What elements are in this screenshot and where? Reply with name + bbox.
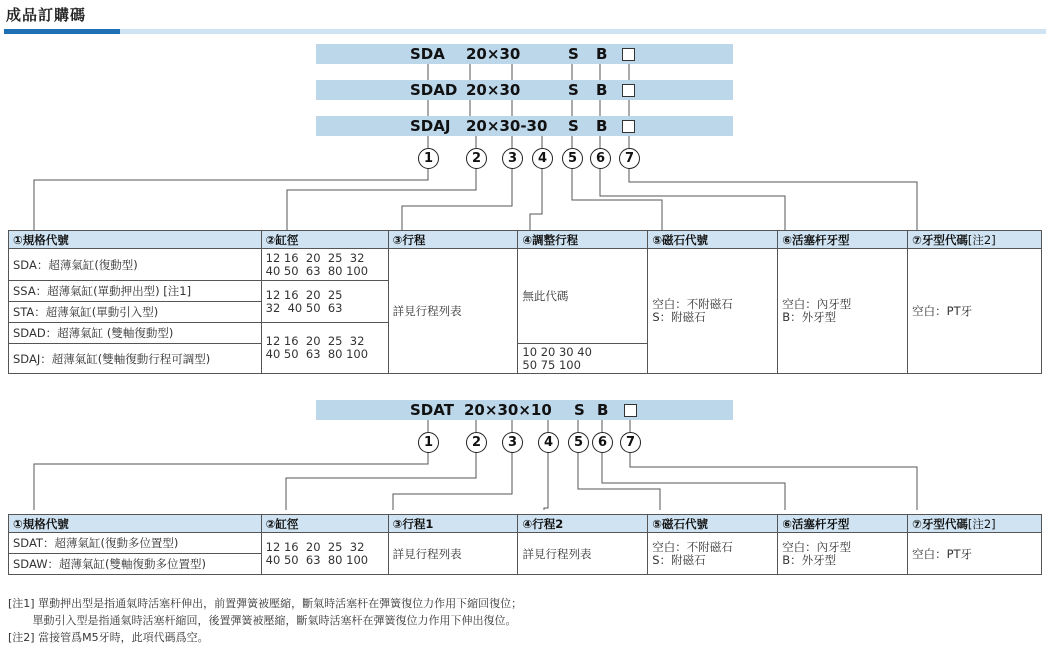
header-magnet: ⑤磁石代號 — [648, 515, 778, 533]
code-thread: B — [596, 81, 608, 99]
footnote-line: 單動引入型是指通氣時活塞杆縮回，後置彈簧被壓縮，斷氣時活塞杆在彈簧復位力作用下伸出復位。 — [8, 614, 517, 627]
marker-5: 5 — [562, 148, 583, 169]
code-thread: B — [597, 401, 609, 419]
code-bore-stroke: 20×30×10 — [464, 401, 552, 419]
marker-1: 1 — [418, 432, 439, 453]
code-magnet: S — [568, 45, 579, 63]
header-thread-code-label: ⑦牙型代碼 — [912, 516, 968, 531]
bore-cell: 12 16 20 25 32 40 50 63 — [261, 281, 388, 323]
marker-3: 3 — [502, 148, 523, 169]
code-empty-box — [624, 404, 637, 417]
header-bore: ②缸徑 — [261, 515, 388, 533]
bore-cell: 12 16 20 25 32 40 50 63 80 100 — [261, 323, 388, 374]
stroke1-cell: 詳見行程列表 — [388, 533, 518, 575]
spec-cell: SDA：超薄氣缸(復動型) — [9, 249, 262, 281]
stroke-cell: 詳見行程列表 — [388, 249, 518, 374]
header-note: [注2] — [967, 516, 996, 531]
code-magnet: S — [568, 117, 579, 135]
code-magnet: S — [574, 401, 585, 419]
code-bore-stroke: 20×30 — [466, 81, 521, 99]
header-thread-code-label: ⑦牙型代碼 — [912, 232, 968, 247]
code-model: SDA — [410, 45, 445, 63]
footnote-line: [注2] 當接管爲M5牙時，此項代碼爲空。 — [8, 631, 209, 644]
magnet-cell: 空白：不附磁石 S：附磁石 — [648, 249, 778, 374]
header-stroke2: ④行程2 — [518, 515, 648, 533]
spec-table-1 — [8, 230, 1042, 374]
stroke2-cell: 詳見行程列表 — [518, 533, 648, 575]
magnet-cell: 空白：不附磁石 S：附磁石 — [648, 533, 778, 575]
header-stroke: ③行程 — [388, 231, 518, 249]
header-spec-code: ①規格代號 — [9, 515, 262, 533]
footnote-line: [注1] 單動押出型是指通氣時活塞杆伸出，前置彈簧被壓縮，斷氣時活塞杆在彈簧復位力作用下縮回復位； — [8, 597, 523, 610]
marker-5: 5 — [568, 432, 589, 453]
marker-1: 1 — [418, 148, 439, 169]
rod-thread-cell: 空白：內牙型 B：外牙型 — [778, 249, 908, 374]
code-model: SDAD — [410, 81, 458, 99]
spec-cell: SDAD：超薄氣缸 (雙軸復動型) — [9, 323, 262, 344]
marker-7: 7 — [620, 432, 641, 453]
code-thread: B — [596, 117, 608, 135]
header-thread-code — [908, 515, 1042, 533]
thread-code-cell: 空白：PT牙 — [908, 533, 1042, 575]
header-thread-code — [908, 231, 1042, 249]
thread-code-cell: 空白：PT牙 — [908, 249, 1042, 374]
marker-6: 6 — [590, 148, 611, 169]
footnotes — [8, 595, 522, 646]
header-adjust-stroke: ④調整行程 — [518, 231, 648, 249]
marker-2: 2 — [466, 148, 487, 169]
marker-6: 6 — [592, 432, 613, 453]
code-model: SDAT — [410, 401, 454, 419]
header-magnet: ⑤磁石代號 — [648, 231, 778, 249]
code-model: SDAJ — [410, 117, 451, 135]
code-bore-stroke: 20×30 — [466, 45, 521, 63]
header-stroke1: ③行程1 — [388, 515, 518, 533]
code-thread: B — [596, 45, 608, 63]
marker-7: 7 — [619, 148, 640, 169]
marker-4: 4 — [538, 432, 559, 453]
marker-4: 4 — [532, 148, 553, 169]
bore-cell: 12 16 20 25 32 40 50 63 80 100 — [261, 249, 388, 281]
spec-cell: SDAJ：超薄氣缸(雙軸復動行程可調型) — [9, 344, 262, 374]
adjust-values-cell: 10 20 30 40 50 75 100 — [518, 344, 648, 374]
spec-cell: SDAW：超薄氣缸(雙軸復動多位置型) — [9, 554, 262, 575]
code-magnet: S — [568, 81, 579, 99]
rod-thread-cell: 空白：內牙型 B：外牙型 — [778, 533, 908, 575]
page-title: 成品訂購碼 — [6, 6, 87, 24]
header-spec-code: ①規格代號 — [9, 231, 262, 249]
marker-3: 3 — [502, 432, 523, 453]
header-rod-thread: ⑥活塞杆牙型 — [778, 231, 908, 249]
spec-cell: SSA：超薄氣缸(單動押出型) [注1] — [9, 281, 262, 302]
spec-cell: STA：超薄氣缸(單動引入型) — [9, 302, 262, 323]
marker-2: 2 — [466, 432, 487, 453]
adjust-none-cell: 無此代碼 — [518, 249, 648, 344]
header-note: [注2] — [967, 232, 996, 247]
header-bore: ②缸徑 — [261, 231, 388, 249]
code-bore-stroke: 20×30-30 — [466, 117, 548, 135]
spec-cell: SDAT：超薄氣缸(復動多位置型) — [9, 533, 262, 554]
bore-cell: 12 16 20 25 32 40 50 63 80 100 — [261, 533, 388, 575]
header-rod-thread: ⑥活塞杆牙型 — [778, 515, 908, 533]
spec-table-2 — [8, 514, 1042, 575]
